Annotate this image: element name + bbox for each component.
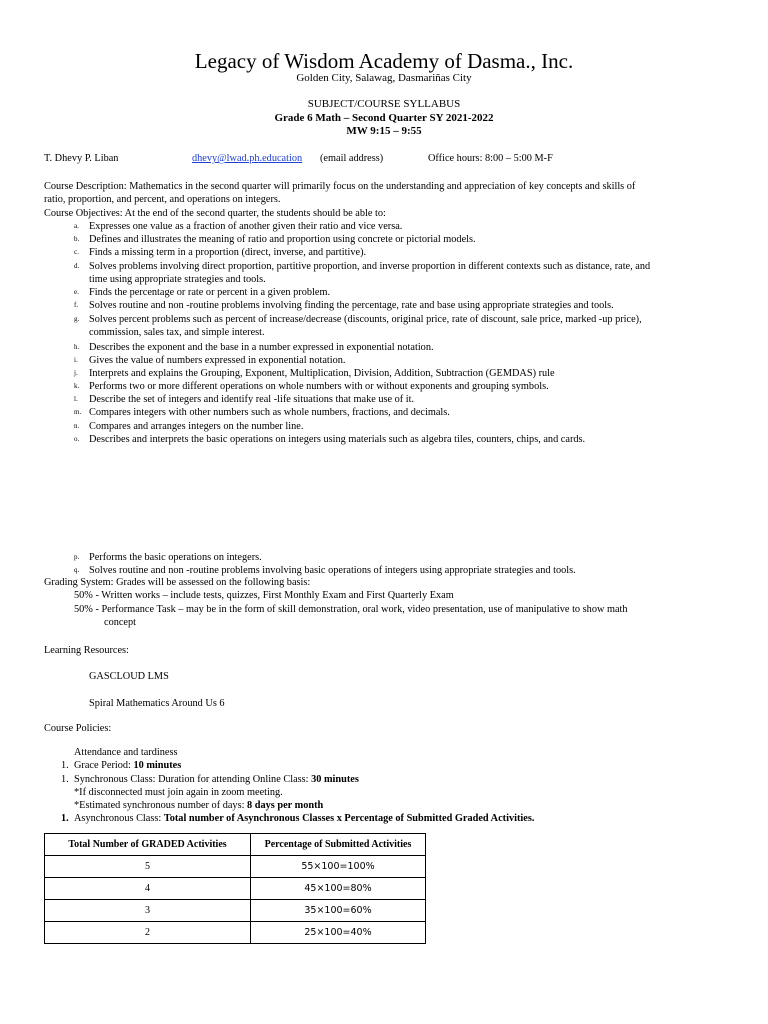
course-description: Course Description: Mathematics in the second quarter will primarily focus on the understanding and appreciation of key concepts and skills of: [44, 181, 636, 192]
grading-performance-task: 50% - Performance Task – may be in the form of skill demonstration, oral work, video presentation, use of manipulative to show math: [74, 604, 628, 615]
objective-item: Describe the set of integers and identify real -life situations that make use of it.: [89, 394, 415, 405]
table-header-row: [45, 834, 426, 856]
objective-marker: l.: [74, 395, 78, 403]
table-cell: 25×100=40%: [251, 922, 426, 944]
course-policies-label: Course Policies:: [44, 723, 112, 734]
objective-item: Gives the value of numbers expressed in exponential notation.: [89, 355, 346, 366]
table-cell: 5: [45, 856, 251, 878]
objective-item: Solves routine and non -routine problems involving finding the percentage, rate and base using appropriate strategies and tools.: [89, 300, 614, 311]
class-schedule: MW 9:15 – 9:55: [346, 125, 422, 137]
objective-item: Interprets and explains the Grouping, Exponent, Multiplication, Division, Addition, Subtraction (GEMDAS) rule: [89, 368, 555, 379]
objective-item-cont: time using appropriate strategies and tools.: [89, 274, 266, 285]
asynchronous-class: [74, 812, 534, 825]
objective-item: Defines and illustrates the meaning of ratio and proportion using concrete or pictorial models.: [89, 234, 476, 245]
objective-item: Performs two or more different operations on whole numbers with or without exponents and grouping symbols.: [89, 381, 549, 392]
synchronous-class: [74, 773, 359, 786]
objective-marker: b.: [74, 235, 80, 243]
objective-item: Describes and interprets the basic operations on integers using materials such as algebra tiles, counters, chips, and cards.: [89, 434, 586, 445]
list-number: 1.: [61, 813, 69, 824]
table-header-cell: Total Number of GRADED Activities: [45, 834, 251, 856]
objective-item: Solves routine and non -routine problems involving basic operations of integers using appropriate strategies and tools.: [89, 565, 576, 576]
objective-marker: h.: [74, 343, 80, 351]
grace-period-value: 10 minutes: [133, 760, 182, 771]
course-description-cont: ratio, proportion, and percent, and operations on integers.: [44, 194, 281, 205]
objective-marker: d.: [74, 262, 80, 270]
objective-marker: k.: [74, 382, 80, 390]
objectives-intro: Course Objectives: At the end of the second quarter, the students should be able to:: [44, 208, 386, 219]
objective-marker: g.: [74, 315, 80, 323]
table-cell: 45×100=80%: [251, 878, 426, 900]
objective-marker: i.: [74, 356, 78, 364]
list-number: 1.: [61, 760, 69, 771]
grace-period: [74, 759, 181, 772]
teacher-name: T. Dhevy P. Liban: [44, 153, 119, 164]
objective-marker: e.: [74, 288, 79, 296]
table-cell: 3: [45, 900, 251, 922]
resource-item: GASCLOUD LMS: [89, 671, 169, 682]
grading-performance-task-cont: concept: [104, 617, 137, 628]
table-cell: 55×100=100%: [251, 856, 426, 878]
objective-marker: m.: [74, 408, 82, 416]
grading-written-works: 50% - Written works – include tests, quizzes, First Monthly Exam and First Quarterly Exam: [74, 590, 454, 601]
objective-marker: p.: [74, 553, 80, 561]
document-type: SUBJECT/COURSE SYLLABUS: [307, 98, 461, 110]
asynchronous-class-formula: Total number of Asynchronous Classes x Percentage of Submitted Graded Activities.: [163, 813, 535, 824]
objective-marker: q.: [74, 566, 80, 574]
resource-item: Spiral Mathematics Around Us 6: [89, 698, 225, 709]
table-header-cell: Percentage of Submitted Activities: [251, 834, 426, 856]
school-name: Legacy of Wisdom Academy of Dasma., Inc.: [194, 49, 574, 73]
teacher-email-link[interactable]: dhevy@lwad.ph.education: [192, 153, 303, 164]
objective-item: Compares and arranges integers on the number line.: [89, 421, 304, 432]
objective-item: Describes the exponent and the base in a number expressed in exponential notation.: [89, 342, 434, 353]
objective-item: Compares integers with other numbers such as whole numbers, fractions, and decimals.: [89, 407, 450, 418]
list-number: 1.: [61, 774, 69, 785]
submitted-activities-table: [44, 833, 426, 944]
objective-item: Finds the percentage or rate or percent in a given problem.: [89, 287, 331, 298]
table-row: [45, 856, 426, 878]
objective-marker: c.: [74, 248, 79, 256]
synchronous-class-label: Synchronous Class: Duration for attending Online Class:: [74, 774, 312, 785]
objective-marker: j.: [74, 369, 78, 377]
learning-resources-label: Learning Resources:: [44, 645, 129, 656]
school-address: Golden City, Salawag, Dasmariñas City: [296, 72, 472, 84]
objective-item-cont: commission, sales tax, and simple interest.: [89, 327, 265, 338]
table-row: [45, 878, 426, 900]
objective-marker: o.: [74, 435, 80, 443]
objective-item: Solves problems involving direct proportion, partitive proportion, and inverse proportion in different contexts such as distance, rate, and: [89, 261, 651, 272]
grace-period-label: Grace Period:: [74, 760, 134, 771]
objective-marker: f.: [74, 301, 79, 309]
course-title: Grade 6 Math – Second Quarter SY 2021-2022: [274, 112, 494, 124]
objective-marker: n.: [74, 422, 80, 430]
sync-days: [74, 799, 323, 812]
attendance-heading: Attendance and tardiness: [74, 747, 178, 758]
grading-intro: Grading System: Grades will be assessed on the following basis:: [44, 577, 311, 588]
office-hours: Office hours: 8:00 – 5:00 M-F: [428, 153, 553, 164]
table-row: [45, 922, 426, 944]
objective-item: Finds a missing term in a proportion (direct, inverse, and partitive).: [89, 247, 367, 258]
objective-item: Expresses one value as a fraction of another given their ratio and vice versa.: [89, 221, 403, 232]
email-note: (email address): [320, 153, 384, 164]
table-row: [45, 900, 426, 922]
synchronous-class-value: 30 minutes: [311, 774, 359, 785]
table-cell: 35×100=60%: [251, 900, 426, 922]
sync-days-value: 8 days per month: [247, 800, 324, 811]
objective-item: Solves percent problems such as percent of increase/decrease (discounts, original price, rate of discount, sale price, marked -up price),: [89, 314, 642, 325]
table-cell: 4: [45, 878, 251, 900]
objective-item: Performs the basic operations on integers.: [89, 552, 262, 563]
table-cell: 2: [45, 922, 251, 944]
objective-marker: a.: [74, 222, 79, 230]
asynchronous-class-label: Asynchronous Class:: [74, 813, 164, 824]
disconnect-note: *If disconnected must join again in zoom meeting.: [74, 787, 283, 798]
sync-days-label: *Estimated synchronous number of days:: [74, 800, 248, 811]
